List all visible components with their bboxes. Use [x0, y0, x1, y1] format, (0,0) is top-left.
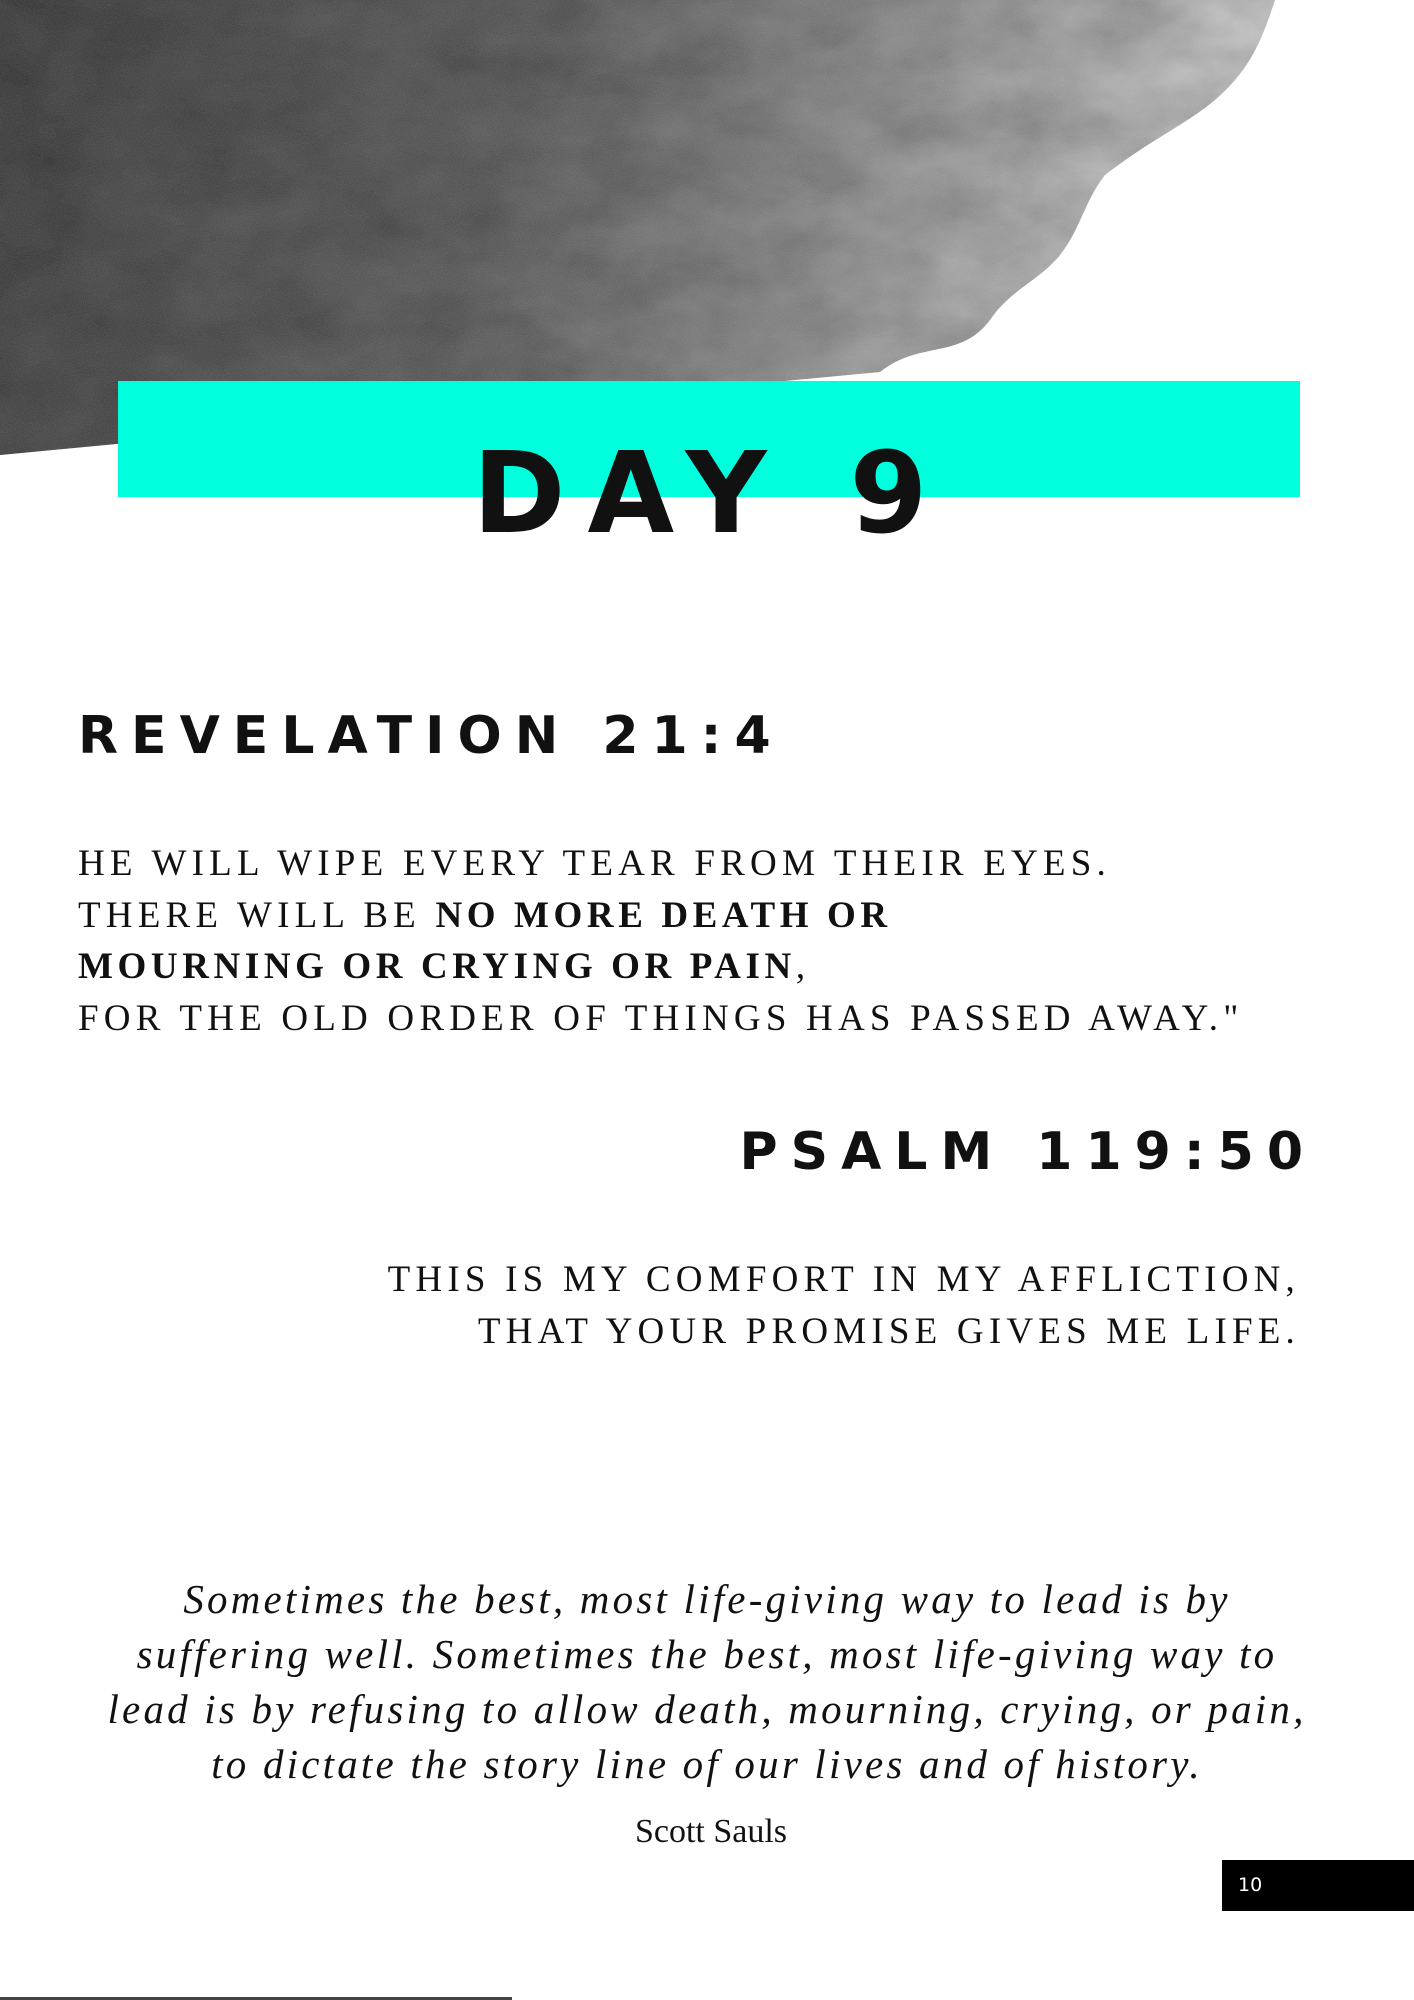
revelation-line-4: FOR THE OLD ORDER OF THINGS HAS PASSED AWAY."	[78, 997, 1244, 1039]
revelation-emphasis-1: NO MORE DEATH OR	[435, 894, 892, 936]
quote-author: Scott Sauls	[634, 1813, 788, 1850]
psalm-verse	[388, 1254, 1300, 1357]
revelation-line-2: THERE WILL BE	[78, 894, 436, 936]
quote-line-2: suffering well. Sometimes the best, most life-giving way to	[136, 1631, 1278, 1677]
revelation-comma: ,	[795, 946, 811, 987]
psalm-line-1: THIS IS MY COMFORT IN MY AFFLICTION,	[387, 1259, 1300, 1300]
scott-sauls-quote	[40, 1572, 1374, 1792]
day-title: DAY 9	[472, 429, 950, 559]
psalm-line-2: THAT YOUR PROMISE GIVES ME LIFE.	[477, 1310, 1300, 1352]
revelation-verse	[78, 838, 1244, 1044]
revelation-line-1: HE WILL WIPE EVERY TEAR FROM THEIR EYES.	[78, 843, 1111, 884]
revelation-emphasis-2: MOURNING OR CRYING OR PAIN	[78, 946, 796, 987]
quote-line-4: to dictate the story line of our lives and of history.	[211, 1741, 1203, 1787]
quote-line-1: Sometimes the best, most life-giving way to lead is by	[183, 1576, 1231, 1622]
quote-line-3: lead is by refusing to allow death, mourning, crying, or pain,	[107, 1686, 1307, 1732]
psalm-reference: PSALM 119:50	[739, 1122, 1316, 1182]
revelation-reference: REVELATION 21:4	[78, 706, 784, 766]
page-number: 10	[1222, 1860, 1414, 1911]
